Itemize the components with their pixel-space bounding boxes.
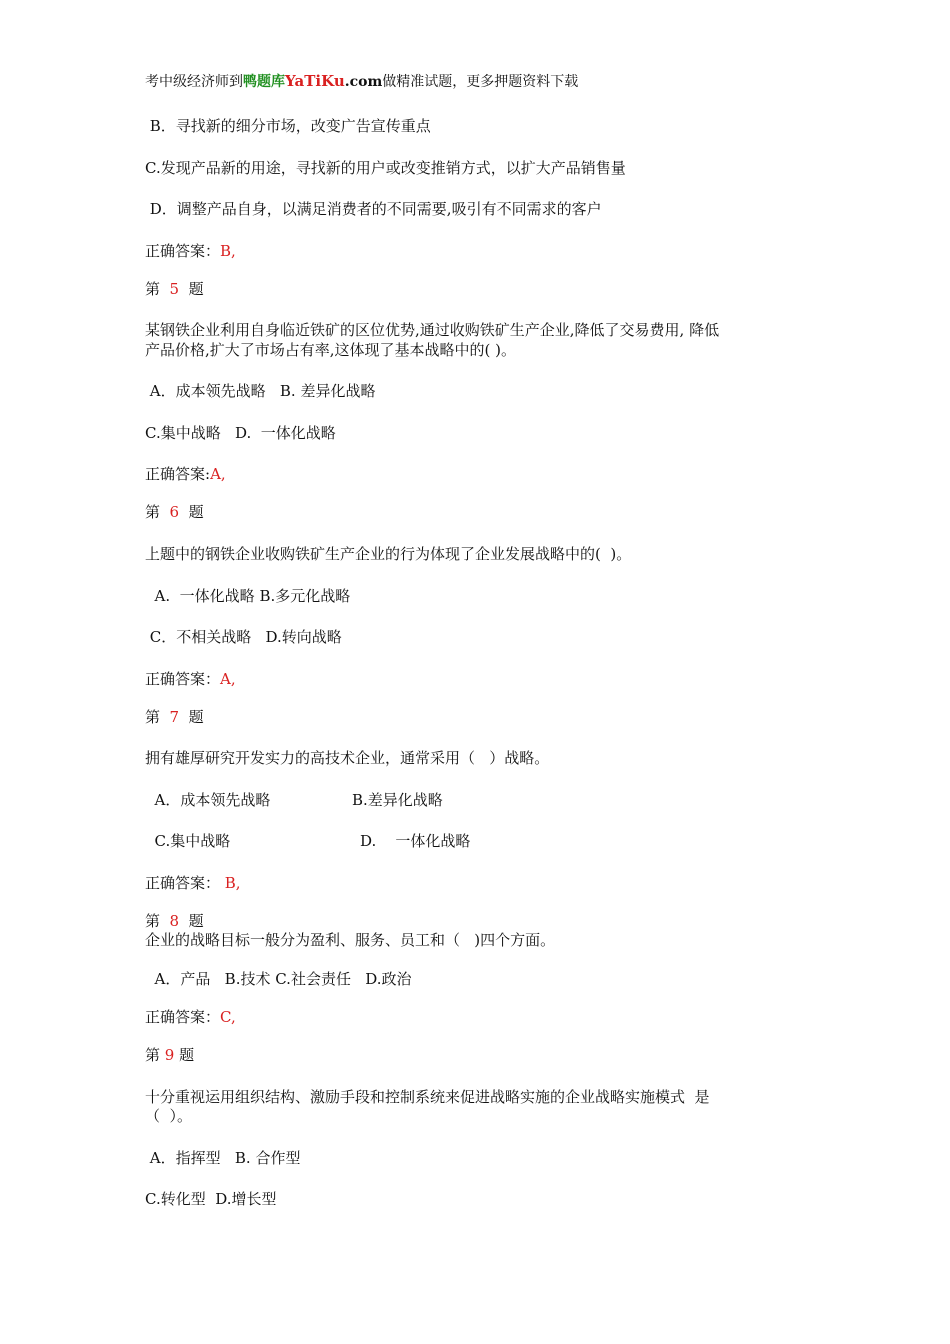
q7-heading <box>145 707 204 727</box>
brand-name-en: YaTiKu <box>285 72 345 90</box>
q9-stem-line-1: 十分重视运用组织结构、激励手段和控制系统来促进战略实施的企业战略实施模式 是 <box>145 1088 710 1106</box>
answer-label: 正确答案: <box>145 465 211 483</box>
answer-label: 正确答案： <box>145 242 221 260</box>
heading-prefix: 第 <box>145 280 170 298</box>
header-prefix: 考中级经济师到 <box>145 74 243 90</box>
q4-option-c: C.发现产品新的用途，寻找新的用户或改变推销方式，以扩大产品销售量 <box>145 159 626 177</box>
answer-value: C, <box>220 1008 236 1026</box>
q7-option-b: B.差异化战略 <box>352 791 443 809</box>
question-number: 8 <box>169 912 180 930</box>
q6-options-line-2: C．不相关战略 D.转向战略 <box>145 628 342 646</box>
q7-option-d: D. 一体化战略 <box>360 832 471 850</box>
q8-answer <box>145 1007 236 1027</box>
answer-value: B, <box>220 874 241 892</box>
brand-name-cn: 鸭题库 <box>243 74 285 90</box>
q8-stem: 企业的战略目标一般分为盈利、服务、员工和（ )四个方面。 <box>145 931 556 949</box>
heading-prefix: 第 <box>145 503 170 521</box>
heading-suffix: 题 <box>179 708 204 726</box>
question-number: 5 <box>169 280 180 298</box>
q6-heading <box>145 502 204 522</box>
q8-heading <box>145 911 204 931</box>
q7-option-c: C.集中战略 <box>145 832 231 850</box>
answer-label: 正确答案： <box>145 670 221 688</box>
heading-prefix: 第 <box>145 912 170 930</box>
answer-value: B, <box>220 242 236 260</box>
q5-heading <box>145 279 204 299</box>
q9-options-line-1: A．指挥型 B. 合作型 <box>145 1149 301 1167</box>
q7-answer <box>145 873 241 893</box>
q5-options-line-1: A．成本领先战略 B. 差异化战略 <box>145 382 376 400</box>
question-number: 7 <box>169 708 180 726</box>
answer-value: A, <box>210 465 226 483</box>
answer-value: A, <box>220 670 236 688</box>
q6-answer <box>145 669 236 689</box>
q8-options: A．产品 B.技术 C.社会责任 D.政治 <box>145 970 412 988</box>
question-number: 9 <box>164 1046 175 1064</box>
q5-stem-line-1: 某钢铁企业利用自身临近铁矿的区位优势,通过收购铁矿生产企业,降低了交易费用, 降低 <box>145 321 720 339</box>
q5-stem-line-2: 产品价格,扩大了市场占有率,这体现了基本战略中的( )。 <box>145 341 517 359</box>
heading-suffix: 题 <box>179 912 204 930</box>
q4-option-b: B．寻找新的细分市场，改变广告宣传重点 <box>145 117 431 135</box>
heading-suffix: 题 <box>179 503 204 521</box>
heading-suffix: 题 <box>174 1046 195 1064</box>
q7-option-a: A．成本领先战略 <box>145 791 271 809</box>
q5-options-line-2: C.集中战略 D. 一体化战略 <box>145 424 336 442</box>
site-header <box>145 71 578 92</box>
header-suffix: 做精准试题，更多押题资料下载 <box>382 74 579 90</box>
heading-prefix: 第 <box>145 708 170 726</box>
q7-stem: 拥有雄厚研究开发实力的高技术企业，通常采用（ ）战略。 <box>145 749 550 767</box>
q6-options-line-1: A. 一体化战略 B.多元化战略 <box>145 587 351 605</box>
brand-tld: .com <box>344 74 383 90</box>
question-number: 6 <box>169 503 180 521</box>
q4-option-d: D．调整产品自身，以满足消费者的不同需要,吸引有不同需求的客户 <box>145 200 602 218</box>
q6-stem: 上题中的钢铁企业收购铁矿生产企业的行为体现了企业发展战略中的( )。 <box>145 545 632 563</box>
answer-label: 正确答案： <box>145 1008 221 1026</box>
q9-options-line-2: C.转化型 D.增长型 <box>145 1190 277 1208</box>
q9-heading <box>145 1045 194 1065</box>
q4-answer <box>145 241 236 261</box>
answer-label: 正确答案： <box>145 874 221 892</box>
q5-answer <box>145 464 226 484</box>
q9-stem-line-2: （ ）。 <box>145 1107 193 1125</box>
heading-suffix: 题 <box>179 280 204 298</box>
heading-prefix: 第 <box>145 1046 165 1064</box>
